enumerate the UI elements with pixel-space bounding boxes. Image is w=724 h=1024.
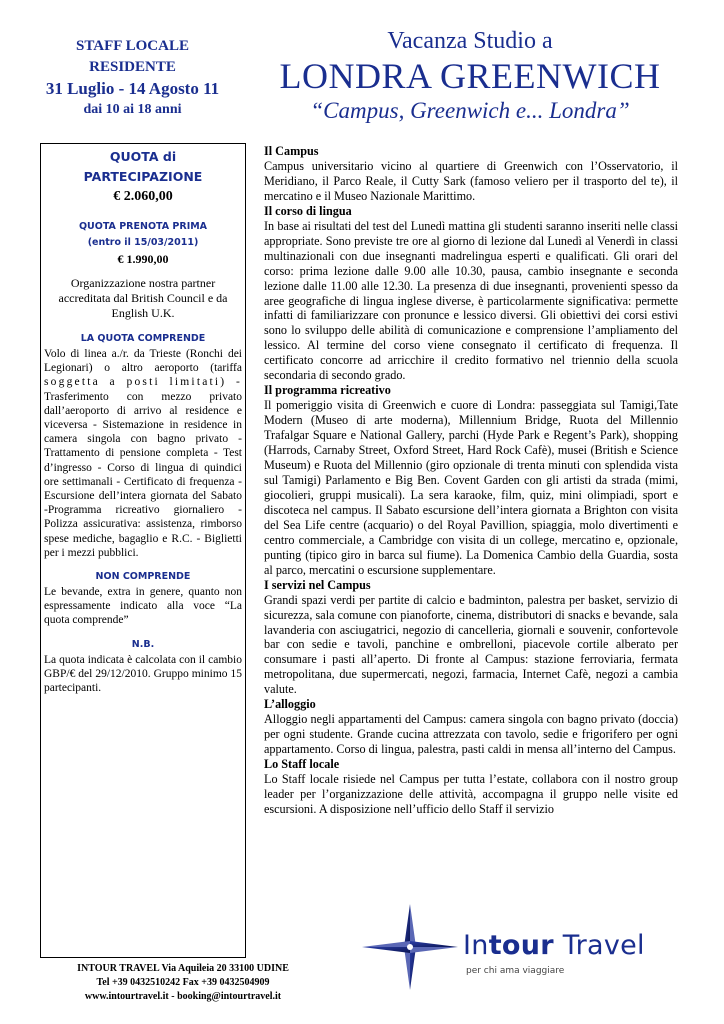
date-range: 31 Luglio - 14 Agosto 11	[45, 79, 220, 98]
includes-heading: LA QUOTA COMPRENDE	[80, 333, 206, 344]
staff-heading: Lo Staff locale	[264, 757, 340, 772]
services-text: Grandi spazi verdi per partite di calcio e badminton, palestra per basket, servizio di sicurezza, sala comune con pianoforte, cinema, distributori di snacks e bevande, sala lavanderia con asciugatrici, negozio di cancelleria, giornali e souvenir, confortevole bar con sedie e tavoli, panchine e ombrelloni, piacevole cortile alberato per consumare i pasti all’aperto. Di fronte al Campus: stazione ferroviaria, fermata metropolitana, due supermercati, negozi, farmacia, Internet Cafè, negozi a cambia valute.	[264, 592, 678, 697]
program-heading: Il programma ricreativo	[264, 383, 391, 398]
footer-web: www.intourtravel.it - booking@intourtravel.it	[84, 991, 282, 1002]
compass-rose-icon	[360, 902, 460, 992]
title-block	[250, 26, 690, 126]
header-left	[30, 36, 235, 120]
includes-text-2: soggetta a posti limitati) -	[44, 376, 242, 389]
lodging-text: Alloggio negli appartamenti del Campus: camera singola con bagno privato (doccia) per ogni studente. Grande cucina attrezzata con tavolo, sedie e frigorifero per ogni appartamento. Corso di lingua, palestra, pasti caldi in mensa all’interno del Campus.	[264, 712, 678, 757]
quota-heading-line2: PARTECIPAZIONE	[83, 169, 203, 184]
page-title: LONDRA GREENWICH	[279, 56, 661, 96]
org-text: Organizzazione nostra partner accreditata dal British Council e da English U.K.	[58, 276, 228, 320]
main-content	[264, 144, 678, 817]
staff-label: STAFF LOCALE	[76, 38, 189, 54]
brand-tagline: per chi ama viaggiare	[466, 966, 565, 976]
brand-tour: tour	[488, 930, 554, 961]
program-text: Il pomeriggio visita di Greenwich e cuore di Londra: passeggiata sul Tamigi,Tate Modern (Museo di arte moderna), Millennium Bridge, Ruota del Millennio Trafalgar Square e National Gallery, parchi (Hyde Park e Regent’s Park), shopping (Harrods, Carnaby Street, Oxford Street, Hard Rock Cafè), musei (British e Science Museum) e Ruota del Millennio (giro opzionale di trenta minuti con splendida vista sul Tamigi) Parlamento e Big Ben. Covent Garden con gli artisti da strada (mimi, giocolieri, gruppi musicali). La sera karaoke, film, quiz, mini olimpiadi, sport e discoteca nel campus. Il Sabato escursione dell’intera giornata a Brighton con visita del Sea Life centre (acquario) o del Royal Pavillion, spiaggia, molo divertimenti e centro commerciale, a Cambridge con visita di un college, mercatino e, opzionale, punting (tipico giro in barca sul fiume). La Domenica Cambio della Guardia, sosta al parco, mercatini o escursione supplementare.	[264, 398, 678, 577]
price: € 2.060,00	[113, 189, 173, 204]
staff-text: Lo Staff locale risiede nel Campus per tutta l’estate, collabora con il nostro group leader per l’organizzazione delle attività, accompagna il gruppo nelle visite ed escursioni. A disposizione nell’ufficio dello Staff il servizio	[264, 772, 678, 816]
includes-text-1: Volo di linea a./r. da Trieste (Ronchi dei Legionari) o altro aeroporto (tariffa	[44, 348, 242, 375]
title-intro: Vacanza Studio a	[387, 28, 553, 54]
age-range: dai 10 ai 18 anni	[83, 102, 182, 117]
early-heading-line1: QUOTA PRENOTA PRIMA	[78, 221, 208, 232]
early-price: € 1.990,00	[117, 252, 169, 266]
brand-name	[463, 930, 645, 961]
price-sidebar	[40, 143, 246, 958]
excludes-heading: NON COMPRENDE	[95, 571, 191, 583]
lodging-heading: L’alloggio	[264, 697, 316, 712]
brand-in: In	[463, 930, 489, 961]
early-heading-line2: (entro il 15/03/2011)	[87, 237, 199, 248]
footer	[40, 962, 326, 1004]
course-text: In base ai risultati del test del Lunedì mattina gli studenti saranno inseriti nelle classi appropriate. Sono previste tre ore al giorno di lezione dal Lunedì al Venerdì in classi multinazionali con due insegnanti madrelingua esperti e qualificati. Gli orari del corso: prima lezione dalle 9.00 alle 10.30, pausa, cambio insegnante e seconda lezione dalle 11.00 alle 12.30. La presenza di due insegnanti, provenienti spesso da aree geografiche di lingua inglese diverse, è particolarmente significativa: permette infatti di familiarizzare con pronunce e lessico diversi. Gli obiettivi dei corsi estivi sono lo sviluppo delle abilità di comunicazione e comprensione l’ampliamento del lessico. Al termine del corso viene consegnato il certificato di frequenza. Il certificato concorre ad arricchire il credito formativo nel triennio della scuola secondaria di secondo grado.	[264, 218, 678, 383]
quota-heading-line1: QUOTA di	[109, 149, 177, 164]
early-heading	[44, 219, 242, 251]
intour-logo	[360, 902, 680, 992]
nb-heading: N.B.	[131, 638, 155, 650]
campus-text: Campus universitario vicino al quartiere di Greenwich con l’Osservatorio, il Meridiano, il Parco Reale, il Cutty Sark (famoso veliero per il trasporto del te), il mercatino e il Museo Nazionale Marittimo.	[264, 158, 678, 203]
includes-text	[44, 347, 242, 560]
includes-text-3: Trasferimento con mezzo privato dall’aeroporto di arrivo al residence e viceversa - Sistemazione in residence in camera singola con bagno privato - Trattamento di pensione completa - Test d’ingresso - Corso di lingua di quindici ore settimanali - Certificato di frequenza - Escursione dell’intera giornata del Sabato -Programma ricreativo giornaliero - Polizza assicurativa: assistenza, rimborso spese mediche, bagaglio e R.C. - Biglietti per i mezzi pubblici.	[44, 390, 242, 559]
nb-text: La quota indicata è calcolata con il cambio GBP/€ del 29/12/2010. Gruppo minimo 15 partecipanti.	[44, 653, 242, 695]
footer-phone: Tel +39 0432510242 Fax +39 0432504909	[96, 977, 270, 988]
brand-travel: Travel	[553, 930, 645, 961]
quota-heading	[44, 147, 242, 187]
course-heading: Il corso di lingua	[264, 203, 352, 218]
subtitle: “Campus, Greenwich e... Londra”	[310, 98, 630, 123]
footer-address: INTOUR TRAVEL Via Aquileia 20 33100 UDINE	[77, 963, 289, 974]
resident-label: RESIDENTE	[89, 59, 176, 75]
services-heading: I servizi nel Campus	[264, 577, 371, 592]
campus-heading: Il Campus	[264, 144, 319, 158]
excludes-text: Le bevande, extra in genere, quanto non espressamente indicato alla voce “La quota comprende”	[44, 586, 242, 627]
